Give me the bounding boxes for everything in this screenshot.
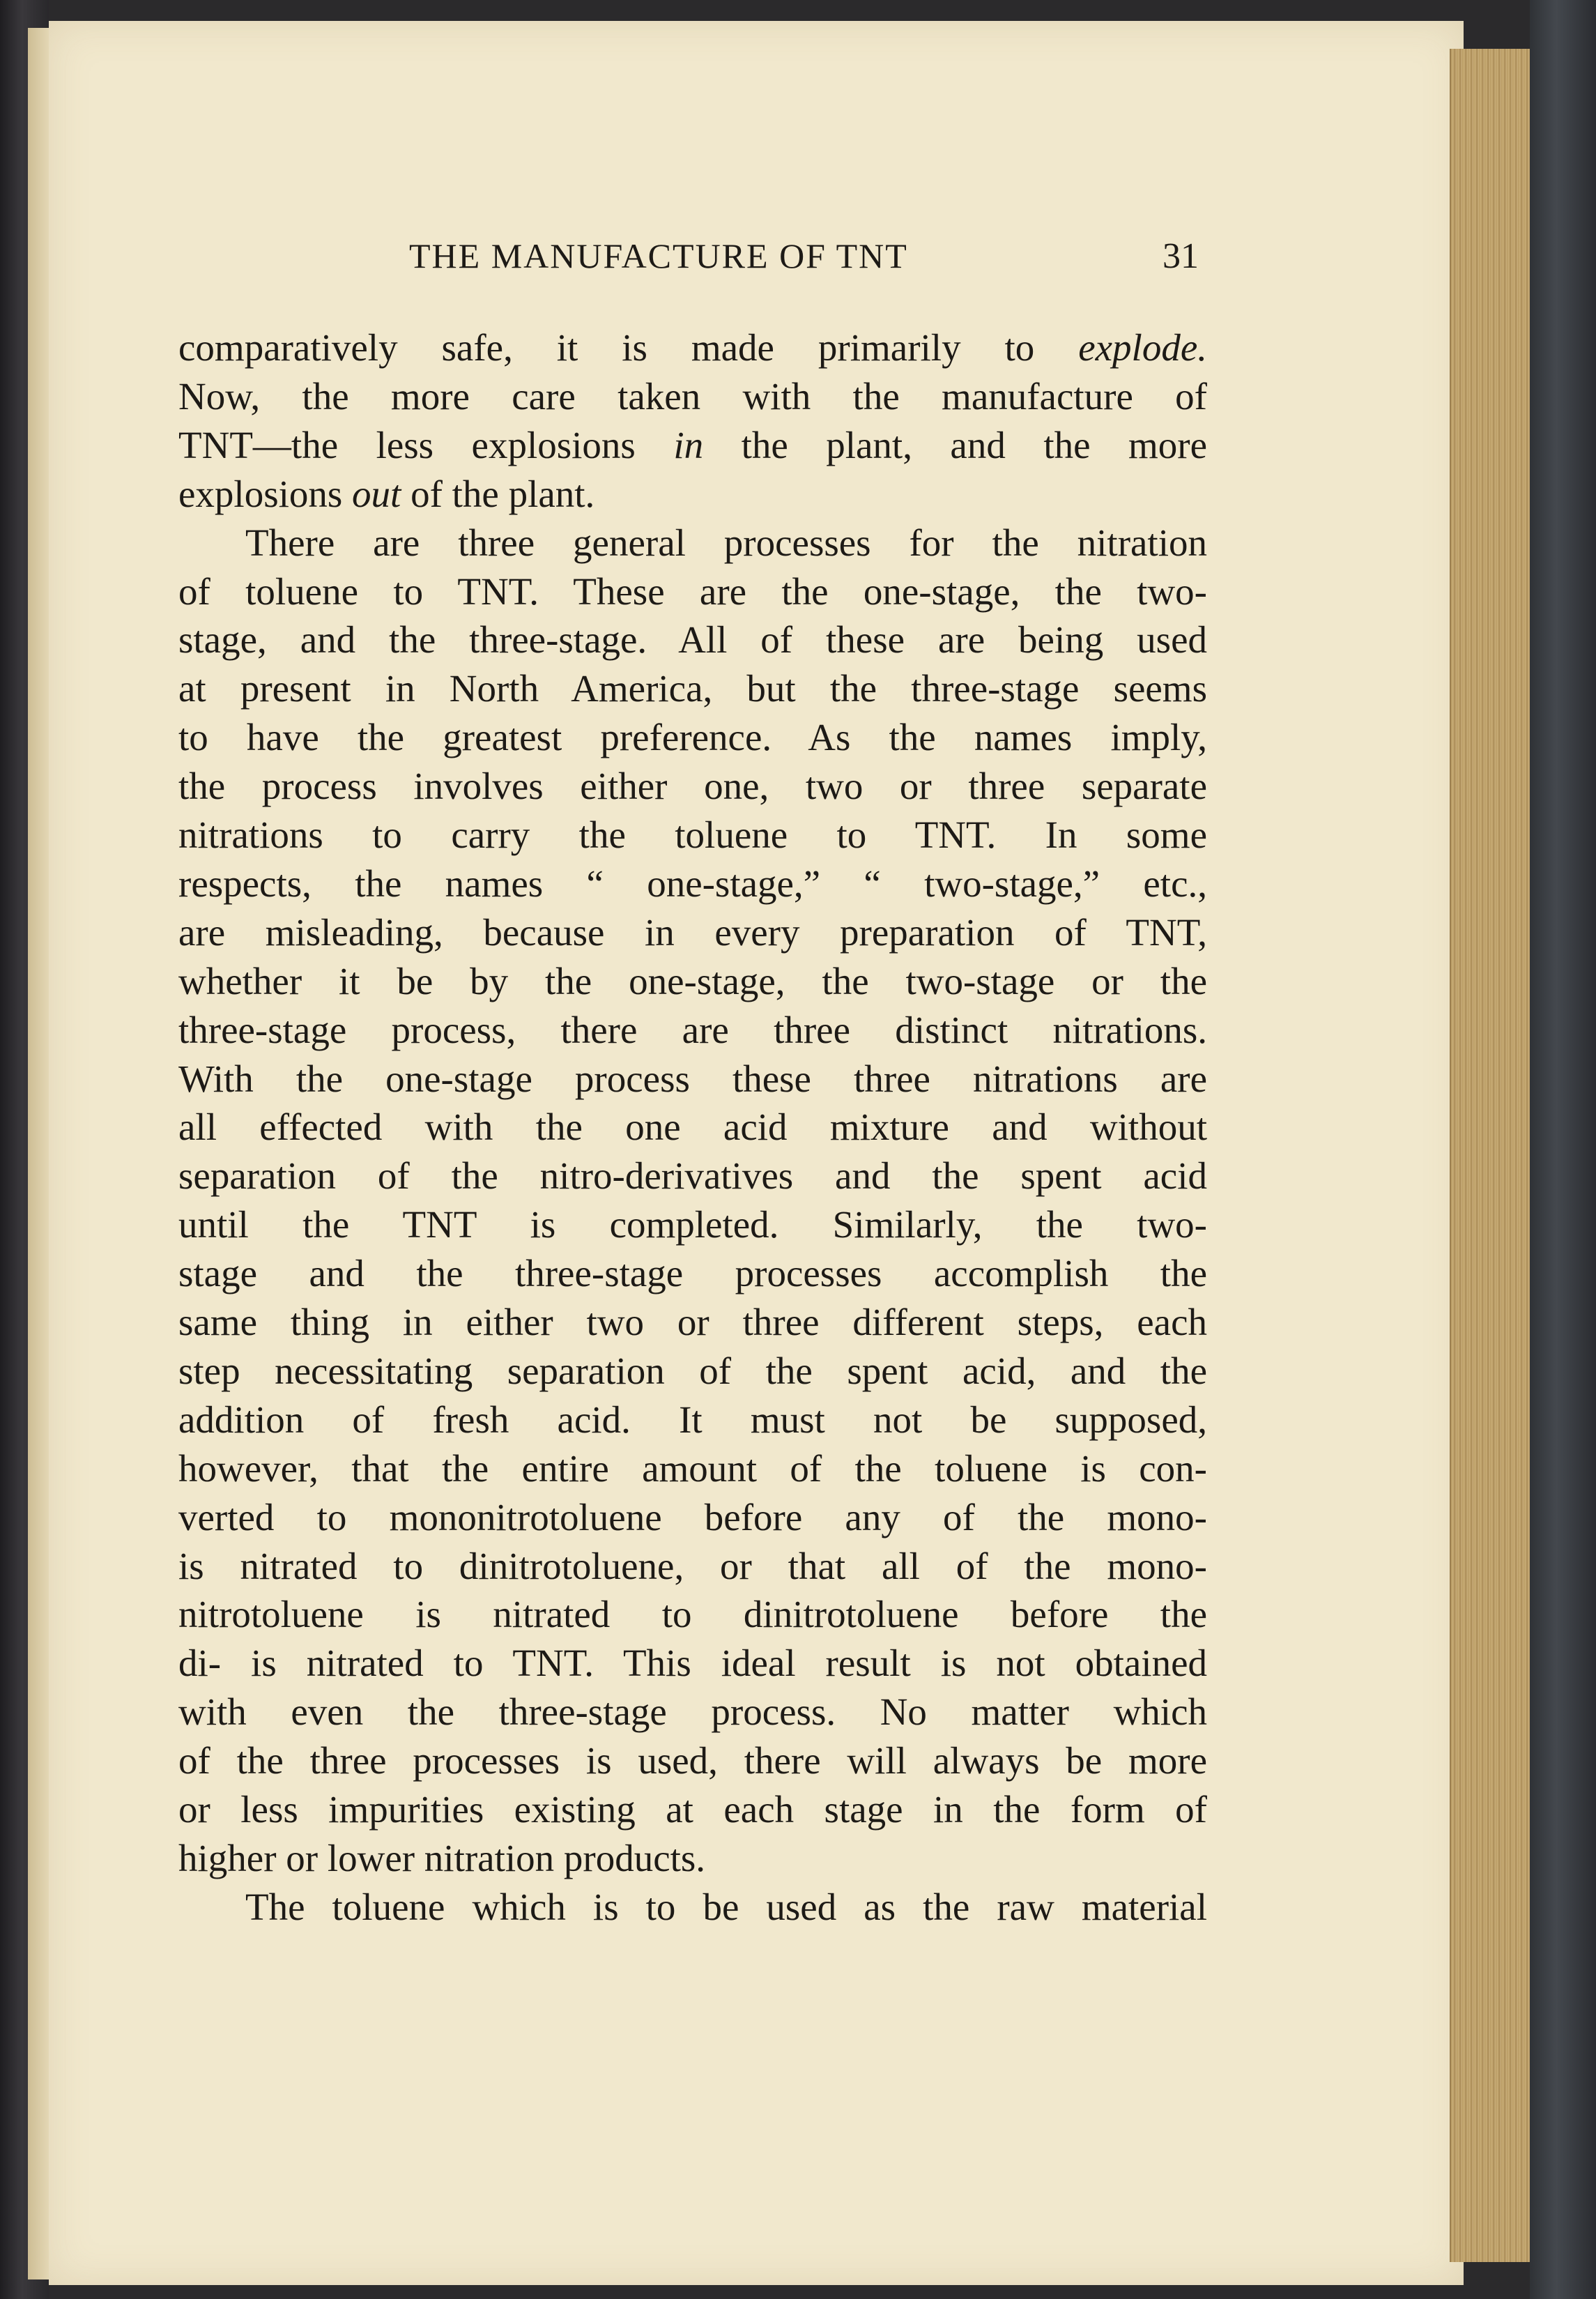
text-segment: step necessitating separation of the spent acid, and the (178, 1350, 1207, 1392)
text-line (178, 1007, 1207, 1053)
text-line (178, 422, 1207, 468)
text-line (178, 1591, 1207, 1637)
text-line (178, 1835, 1207, 1881)
text-line (178, 1104, 1207, 1150)
text-segment: is nitrated to dinitrotoluene, or that all of the mono- (178, 1545, 1207, 1587)
text-line (178, 958, 1207, 1005)
text-segment: The toluene which is to be used as the raw material (245, 1886, 1207, 1928)
text-segment: all effected with the one acid mixture and without (178, 1106, 1207, 1148)
italic-text: in (673, 424, 704, 466)
text-segment: nitrotoluene is nitrated to dinitrotoluene before the (178, 1593, 1207, 1635)
text-segment: explosions (178, 473, 353, 515)
text-line (178, 910, 1207, 956)
text-line (178, 569, 1207, 615)
text-line (178, 763, 1207, 809)
text-line (178, 471, 1207, 517)
text-line (178, 1153, 1207, 1199)
text-segment: to have the greatest preference. As the names imply, (178, 716, 1207, 758)
text-line (178, 1202, 1207, 1248)
text-line (245, 1884, 1207, 1930)
text-line (178, 666, 1207, 712)
text-line (178, 1348, 1207, 1394)
text-line (178, 1787, 1207, 1833)
text-segment: stage and the three-stage processes accomplish the (178, 1252, 1207, 1294)
text-segment: three-stage process, there are three distinct nitrations. (178, 1009, 1207, 1051)
text-segment: di- is nitrated to TNT. This ideal result is not obtained (178, 1642, 1207, 1684)
text-segment: with even the three-stage process. No matter which (178, 1690, 1207, 1733)
text-line (178, 1299, 1207, 1345)
text-line (178, 861, 1207, 907)
text-segment: whether it be by the one-stage, the two-stage or the (178, 960, 1207, 1002)
text-segment: or less impurities existing at each stage in the form of (178, 1788, 1207, 1831)
text-segment: With the one-stage process these three nitrations are (178, 1057, 1207, 1100)
text-segment: the process involves either one, two or three separate (178, 765, 1207, 807)
text-segment: of toluene to TNT. These are the one-stage, the two- (178, 570, 1207, 613)
text-segment: at present in North America, but the three-stage seems (178, 667, 1207, 710)
page-number: 31 (1163, 236, 1199, 276)
text-line (178, 1251, 1207, 1297)
text-segment: comparatively safe, it is made primarily to (178, 326, 1079, 369)
text-segment: are misleading, because in every preparation of TNT, (178, 911, 1207, 954)
text-segment: TNT—the less explosions (178, 424, 674, 466)
italic-text: out (352, 473, 401, 515)
text-segment: respects, the names “ one-stage,” “ two-stage,” etc., (178, 862, 1207, 905)
text-line (178, 1495, 1207, 1541)
italic-text: explode. (1078, 326, 1207, 369)
running-head-title: THE MANUFACTURE OF TNT (409, 236, 908, 275)
text-line (178, 1397, 1207, 1443)
text-segment: however, that the entire amount of the toluene is con- (178, 1447, 1207, 1490)
text-segment: until the TNT is completed. Similarly, the two- (178, 1203, 1207, 1246)
text-segment: the plant, and the more (703, 424, 1207, 466)
text-segment: Now, the more care taken with the manufacture of (178, 375, 1207, 418)
text-segment: of the plant. (401, 473, 595, 515)
text-segment: of the three processes is used, there will always be more (178, 1739, 1207, 1782)
text-line (178, 1056, 1207, 1102)
text-line (245, 520, 1207, 566)
text-line (178, 374, 1207, 420)
text-line (178, 1689, 1207, 1735)
text-line (178, 812, 1207, 858)
text-segment: stage, and the three-stage. All of these are being used (178, 618, 1207, 661)
text-line (178, 1446, 1207, 1492)
text-line (178, 617, 1207, 663)
text-segment: addition of fresh acid. It must not be supposed, (178, 1398, 1207, 1441)
text-line (178, 1543, 1207, 1589)
text-line (178, 715, 1207, 761)
text-segment: nitrations to carry the toluene to TNT. In some (178, 814, 1207, 856)
text-segment: verted to mononitrotoluene before any of the mono- (178, 1496, 1207, 1538)
text-line (178, 1640, 1207, 1686)
text-segment: separation of the nitro-derivatives and the spent acid (178, 1154, 1207, 1197)
text-segment: same thing in either two or three different steps, each (178, 1301, 1207, 1343)
text-line (178, 1738, 1207, 1784)
text-segment: higher or lower nitration products. (178, 1837, 706, 1879)
text-line (178, 325, 1207, 371)
text-segment: There are three general processes for the nitration (245, 521, 1207, 564)
